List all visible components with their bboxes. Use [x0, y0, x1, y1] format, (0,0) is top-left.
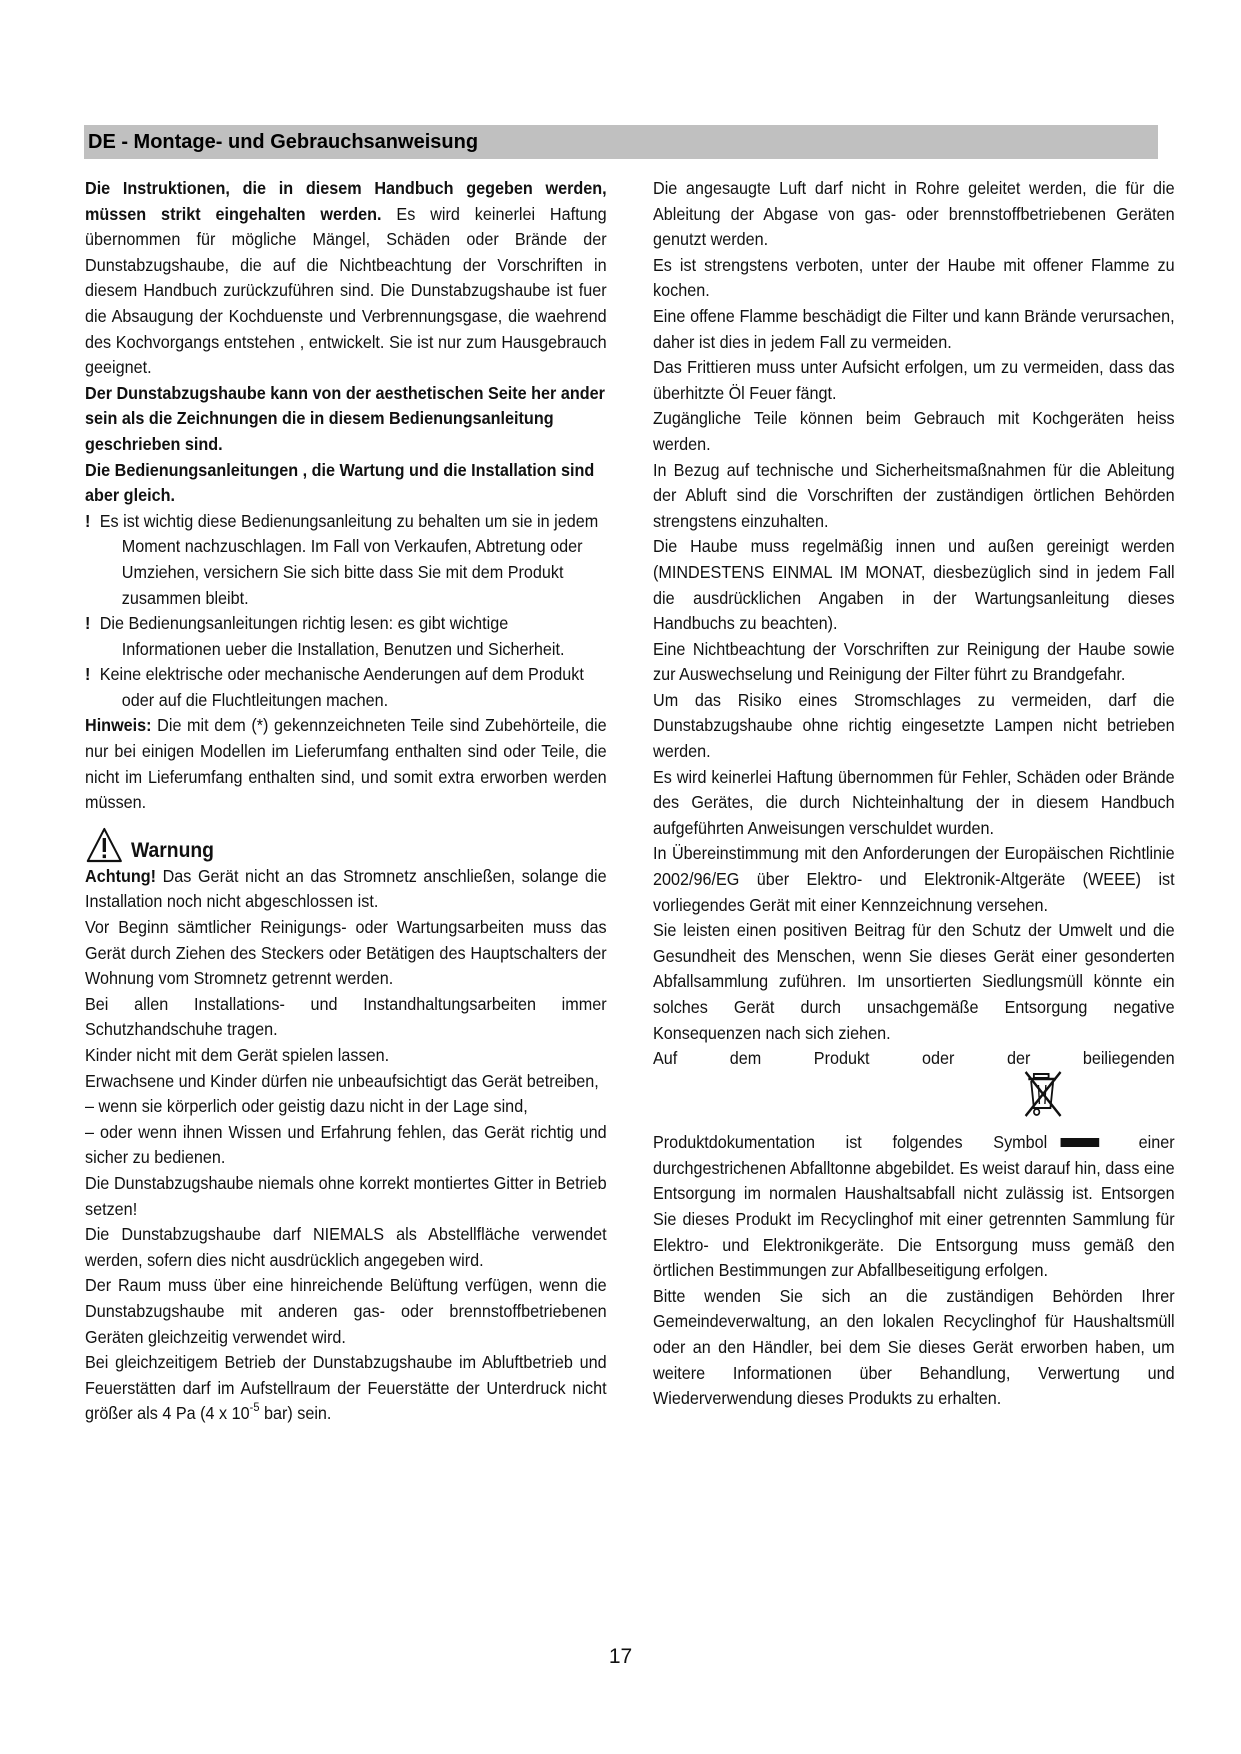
warning-title: Warnung [131, 838, 215, 862]
warning-paragraph: Erwachsene und Kinder dürfen nie unbeaufsichtigt das Gerät betreiben, [85, 1070, 599, 1091]
warning-paragraph: Vor Beginn sämtlicher Reinigungs- oder Wartungsarbeiten muss das Gerät durch Ziehen des Steckers oder Betätigen des Hauptschalters der Wohnung vom Stromnetz getrennt werden. [85, 917, 607, 989]
symbol-line: Auf dem Produkt oder der beiliegenden [653, 1048, 1175, 1069]
section-header [84, 125, 1158, 159]
list-item: ! Keine elektrische oder mechanische Aenderungen auf dem Produkt oder auf die Fluchtleitungen machen. [85, 664, 584, 710]
warning-paragraph: Bei allen Installations- und Instandhaltungsarbeiten immer Schutzhandschuhe tragen. [85, 993, 607, 1040]
info-paragraph: Bitte wenden Sie sich an die zuständigen Behörden Ihrer Gemeindeverwaltung, an den lokalen Recyclinghof für Haushaltsmüll oder an den Händler, bei dem Sie dieses Gerät erworben haben, um weitere Informationen über Behandlung, Verwertung und Wiederverwendung dieses Produkts zu erhalten. [653, 1285, 1175, 1409]
info-paragraph: Es wird keinerlei Haftung übernommen für Fehler, Schäden oder Brände des Gerätes, die durch Nichteinhaltung der in diesem Handbuch aufgeführten Anweisungen verschuldet wurden. [653, 766, 1175, 838]
warning-paragraph: Kinder nicht mit dem Gerät spielen lassen. [85, 1045, 390, 1065]
hinweis-paragraph: Hinweis: Die mit dem (*) gekennzeichneten Teile sind Zubehörteile, die nur bei einigen Modellen im Lieferumfang enthalten sind oder Teile, die nicht im Lieferumfang enthalten sind, und somit extra erworben werden müssen. [85, 715, 607, 813]
list-item: ! Es ist wichtig diese Bedienungsanleitung zu behalten um sie in jedem Moment nachzuschlagen. Im Fall von Verkaufen, Abtretung oder Umziehen, versichern Sie sich bitte dass Sie mit dem Produkt zusammen bleibt. [85, 510, 599, 608]
info-paragraph: Eine offene Flamme beschädigt die Filter und kann Brände verursachen, daher ist dies in jedem Fall zu vermeiden. [653, 305, 1175, 352]
info-paragraph: In Bezug auf technische und Sicherheitsmaßnahmen für die Ableitung der Abluft sind die Vorschriften der zuständigen örtlichen Behörden strengstens einzuhalten. [653, 459, 1175, 531]
info-paragraph: Es ist strengstens verboten, unter der Haube mit offener Flamme zu kochen. [653, 254, 1175, 301]
info-paragraph: Zugängliche Teile können beim Gebrauch mit Kochgeräten heiss werden. [653, 408, 1175, 454]
intro-paragraph [85, 176, 607, 381]
pressure-paragraph: Bei gleichzeitigem Betrieb der Dunstabzugshaube im Abluftbetrieb und Feuerstätten darf im Aufstellraum der Feuerstätte der Unterdruck nicht größer als 4 Pa (4 x $10^{-5}$ bar) sein. [85, 1352, 607, 1424]
info-paragraph: Das Frittieren muss unter Aufsicht erfolgen, um zu vermeiden, dass das überhitzte Öl Feuer fängt. [653, 357, 1175, 403]
right-column [653, 176, 1175, 1412]
crossed-out-bin-icon [1016, 1068, 1073, 1124]
design-note: Der Dunstabzugshaube kann von der aesthetischen Seite her ander sein als die Zeichnungen die in diesem Bedienungsanleitung geschrieben sind. [85, 382, 605, 454]
warning-paragraph: – oder wenn ihnen Wissen und Erfahrung fehlen, das Gerät richtig und sicher zu bedienen. [85, 1121, 607, 1168]
info-paragraph: In Übereinstimmung mit den Anforderungen der Europäischen Richtlinie 2002/96/EG über Elektro- und Elektronik-Altgeräte (WEEE) ist vorliegendes Gerät mit einer Kennzeichnung versehen. [653, 843, 1175, 915]
symbol-bar [1060, 1138, 1099, 1147]
info-paragraph: Die angesaugte Luft darf nicht in Rohre geleitet werden, die für die Ableitung der Abgase von gas- oder brennstoffbetriebenen Geräten genutzt werden. [653, 178, 1175, 250]
page-number: 17 [608, 1645, 633, 1668]
info-paragraph: Eine Nichtbeachtung der Vorschriften zur Reinigung der Haube sowie zur Auswechselung und Reinigung der Filter führt zu Brandgefahr. [653, 638, 1175, 685]
info-paragraph: Sie leisten einen positiven Beitrag für den Schutz der Umwelt und die Gesundheit des Menschen, wenn Sie dieses Gerät einer gesonderten Abfallsammlung zuführen. Im unsortierten Siedlungsmüll könnte ein solches Gerät durch unsachgemäße Entsorgung negative Konsequenzen nach sich ziehen. [653, 920, 1175, 1043]
info-paragraph: Um das Risiko eines Stromschlages zu vermeiden, darf die Dunstabzugshaube ohne richtig eingesetzte Lampen nicht betrieben werden. [653, 689, 1175, 762]
section-title: DE - Montage- und Gebrauchsanweisung [88, 131, 479, 153]
weee-symbol-block [653, 1046, 1175, 1130]
intro-text: Es wird keinerlei Haftung übernommen für mögliche Mängel, Schäden oder Brände der Dunstabzugshaube, die auf die Nichtbeachtung der Vorschriften in diesem Handbuch zurückzuführen sind. Die Dunstabzugshaube ist fuer die Absaugung der Kochduenste und Verbrennungsgase, die waehrend des Kochvorgangs entstehen , entwickelt. Sie ist nur zum Hausgebrauch geeignet. [85, 203, 607, 378]
warning-paragraph: Die Dunstabzugshaube darf NIEMALS als Abstellfläche verwendet werden, sofern dies nicht ausdrücklich angegeben wird. [85, 1224, 607, 1270]
intro-bold: Die Instruktionen, die in diesem Handbuch gegeben werden, müssen strikt eingehalten werden. [85, 178, 607, 224]
warning-paragraph: Die Dunstabzugshaube niemals ohne korrekt montiertes Gitter in Betrieb setzen! [85, 1172, 607, 1219]
symbol-paragraph: Produktdokumentation ist folgendes Symbol einer durchgestrichenen Abfalltonne abgebildet. Es weist darauf hin, dass eine Entsorgung im normalen Haushaltsabfall nicht zulässig ist. Entsorgen Sie dieses Produkt im Recyclinghof mit einer getrennten Sammlung für Elektro- und Elektronikgeräte. Die Entsorgung muss gemäß den örtlichen Bestimmungen zur Abfallbeseitigung erfolgen. [653, 1132, 1175, 1281]
info-paragraph: Die Haube muss regelmäßig innen und außen gereinigt werden (MINDESTENS EINMAL IM MONAT, diesbezüglich sind in jedem Fall die ausdrücklichen Angaben in der Wartungsanleitung dieses Handbuchs zu beachten). [653, 536, 1175, 634]
warning-paragraph: – wenn sie körperlich oder geistig dazu nicht in der Lage sind, [85, 1096, 528, 1117]
achtung-paragraph: Achtung! Das Gerät nicht an das Stromnetz anschließen, solange die Installation noch nicht abgeschlossen ist. [85, 865, 607, 912]
list-item: ! Die Bedienungsanleitungen richtig lesen: es gibt wichtige Informationen ueber die Installation, Benutzen und Sicherheit. [85, 613, 565, 659]
warning-heading [85, 824, 607, 864]
warning-paragraph: Der Raum muss über eine hinreichende Belüftung verfügen, wenn die Dunstabzugshaube mit anderen gas- oder brennstoffbetriebenen Geräten gleichzeitig verwendet wird. [85, 1275, 607, 1347]
warning-triangle-icon [85, 826, 124, 864]
left-column [85, 176, 607, 1429]
instructions-note: Die Bedienungsanleitungen , die Wartung und die Installation sind aber gleich. [85, 459, 595, 506]
